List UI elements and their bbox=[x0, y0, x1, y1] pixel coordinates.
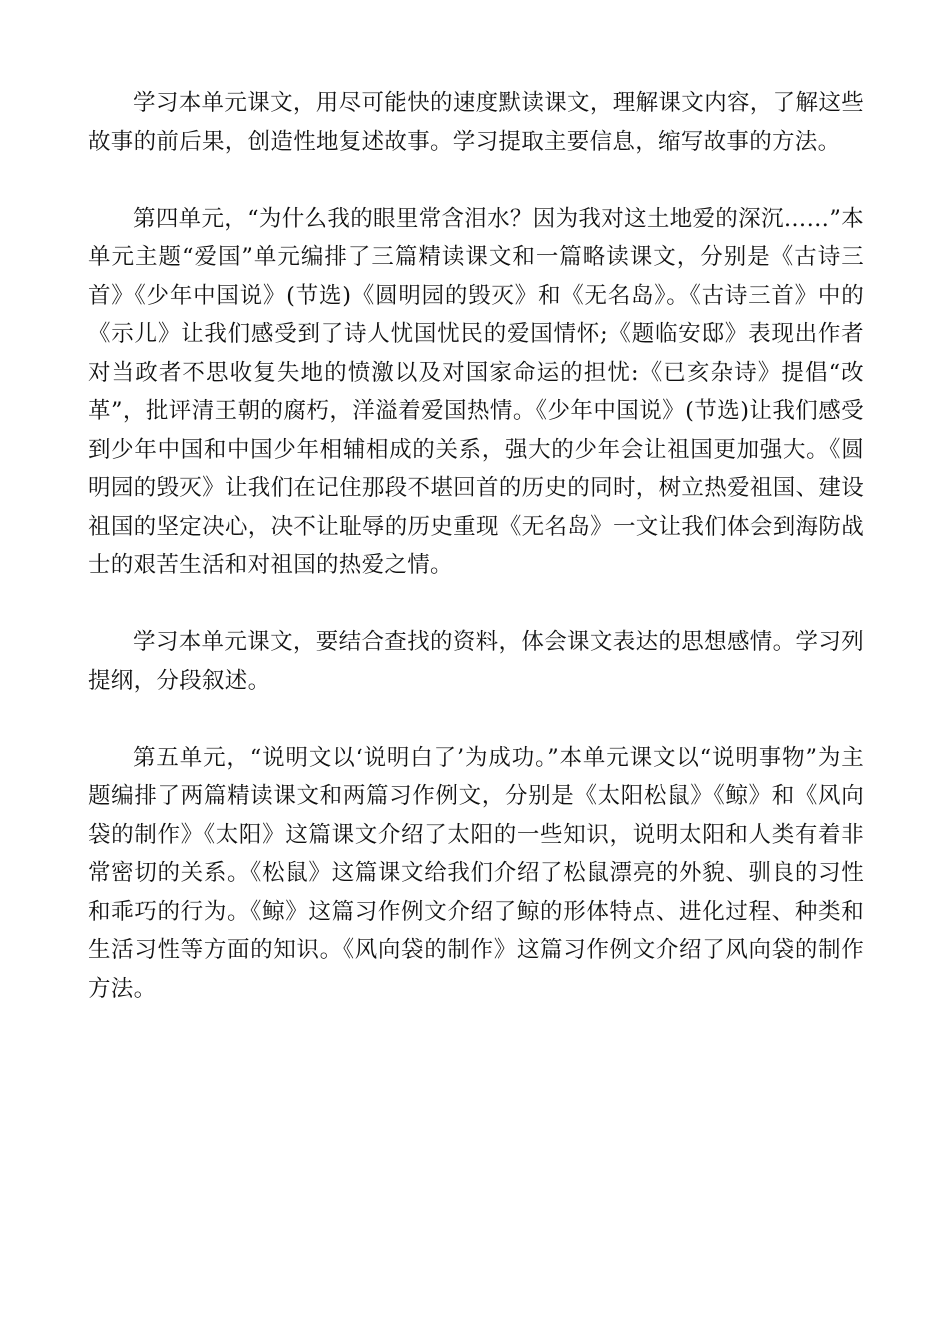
paragraph-unit4-study-goals: 学习本单元课文，要结合查找的资料，体会课文表达的思想感情。学习列提纲，分段叙述。 bbox=[88, 629, 864, 694]
paragraph-unit3-study-goals: 学习本单元课文，用尽可能快的速度默读课文，理解课文内容，了解这些故事的前后果，创造性地复述故事。学习提取主要信息，缩写故事的方法。 bbox=[88, 90, 864, 155]
paragraph-unit5-intro: 第五单元，“说明文以‘说明白了’为成功。”本单元课文以“说明事物”为主题编排了两篇精读课文和两篇习作例文，分别是《太阳松鼠》《鲸》和《风向袋的制作》《太阳》这篇课文介绍了太阳的一些知识，说明太阳和人类有着非常密切的关系。《松鼠》这篇课文给我们介绍了松鼠漂亮的外貌、驯良的习性和乖巧的行为。《鲸》这篇习作例文介绍了鲸的形体特点、进化过程、种类和生活习性等方面的知识。《风向袋的制作》这篇习作例文介绍了风向袋的制作方法。 bbox=[88, 744, 864, 1002]
document-body bbox=[88, 84, 864, 1008]
paragraph-unit4-intro: 第四单元，“为什么我的眼里常含泪水？因为我对这土地爱的深沉……”本单元主题“爱国”单元编排了三篇精读课文和一篇略读课文，分别是《古诗三首》《少年中国说》(节选)《圆明园的毁灭》和《无名岛》。《古诗三首》中的《示儿》让我们感受到了诗人忧国忧民的爱国情怀;《题临安邸》表现出作者对当政者不思收复失地的愤激以及对国家命运的担忧:《已亥杂诗》提倡“改革”，批评清王朝的腐朽，洋溢着爱国热情。《少年中国说》(节选)让我们感受到少年中国和中国少年相辅相成的关系，强大的少年会让祖国更加强大。《圆明园的毁灭》让我们在记住那段不堪回首的历史的同时，树立热爱祖国、建设祖国的坚定决心，决不让耻辱的历史重现《无名岛》一文让我们体会到海防战士的艰苦生活和对祖国的热爱之情。 bbox=[88, 205, 864, 578]
